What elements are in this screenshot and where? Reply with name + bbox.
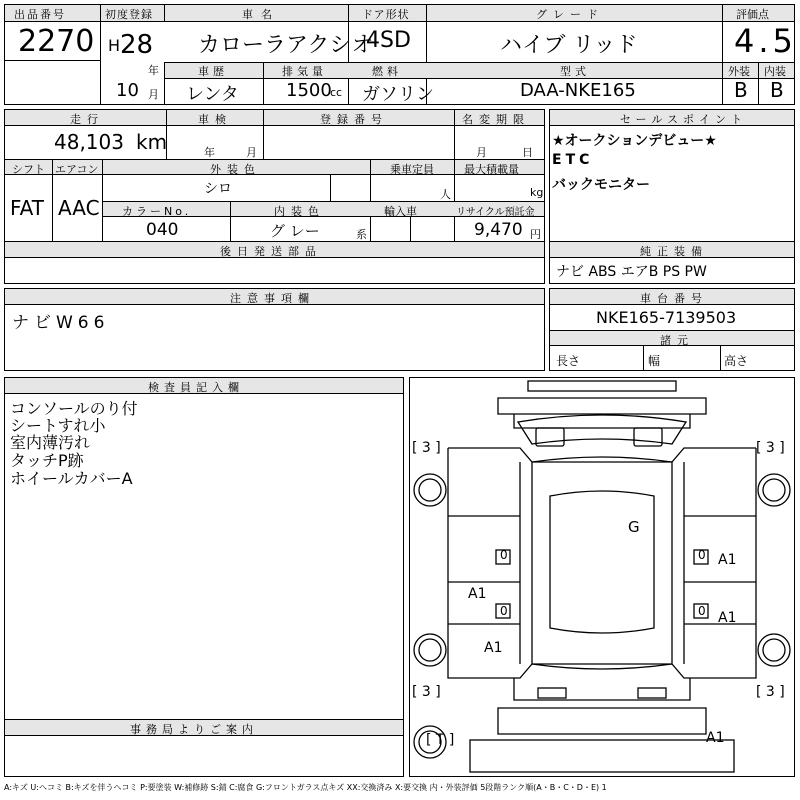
ext-grade: B: [734, 78, 748, 102]
color-no-label: カラーNo.: [122, 205, 192, 218]
door-type: 4SD: [366, 28, 411, 53]
first-reg-month-unit: 月: [148, 88, 159, 101]
sales-point-1: ★オークションデビュー★: [552, 133, 717, 149]
first-reg-year: 28: [120, 30, 154, 60]
first-reg-year-unit: 年: [148, 64, 159, 77]
shift-label: シフト: [12, 163, 45, 176]
inspector-line-3: 室内薄汚れ: [10, 433, 91, 452]
model-value: DAA-NKE165: [520, 80, 636, 101]
tire-front-right: [ 3 ]: [756, 440, 785, 456]
mark-right-front-door-num: 0: [698, 548, 706, 562]
rating-value: 4.5: [734, 22, 797, 60]
int-label: 内装: [764, 65, 786, 78]
first-reg-label: 初度登録: [105, 8, 153, 21]
chassis-label: 車台番号: [640, 292, 708, 305]
spare-tire: [ T ]: [426, 732, 455, 748]
dims-height: 高さ: [724, 354, 749, 368]
mileage-value: 48,103: [54, 130, 124, 154]
tire-front-left: [ 3 ]: [412, 440, 441, 456]
mark-left-quarter: A1: [484, 640, 503, 656]
mileage-label: 走行: [70, 113, 104, 126]
mark-right-rear-door: A1: [718, 610, 737, 626]
first-reg-era: H: [108, 36, 121, 55]
recycle-label: リサイクル預託金: [456, 207, 535, 218]
import-label: 輸入車: [384, 205, 417, 218]
inspector-line-2: シートすれ小: [10, 416, 106, 435]
ext-color-label: 外装色: [210, 163, 261, 176]
int-color-value: グ レー: [270, 222, 320, 240]
recycle-unit: 円: [530, 228, 541, 241]
grade-label: グレード: [536, 8, 604, 21]
later-parts-label: 後日発送部品: [220, 245, 322, 258]
inspector-label: 検査員記入欄: [148, 381, 244, 394]
car-diagram-svg: [410, 378, 794, 776]
reg-no-label: 登録番号: [320, 113, 388, 126]
inspection-month-unit: 月: [246, 146, 257, 159]
history-label: 車歴: [198, 65, 228, 78]
dims-width: 幅: [648, 354, 661, 368]
sales-point-2: ETC: [552, 152, 594, 168]
mark-left-fender: A1: [468, 586, 487, 602]
shift-value: FAT: [10, 196, 45, 220]
max-load-label: 最大積載量: [464, 163, 519, 176]
rating-label: 評価点: [736, 8, 769, 21]
notes-label: 注意事項欄: [230, 292, 315, 305]
mileage-unit: km: [136, 130, 168, 154]
chassis-value: NKE165-7139503: [596, 308, 737, 327]
mark-right-front-door: A1: [718, 552, 737, 568]
equipment-label: 純正装備: [640, 245, 708, 258]
inspection-label: 車検: [198, 113, 232, 126]
inspection-year-unit: 年: [204, 146, 215, 159]
lot-label: 出品番号: [14, 8, 66, 21]
dims-length: 長さ: [556, 354, 581, 368]
tire-rear-left: [ 3 ]: [412, 684, 441, 700]
displacement-unit: cc: [330, 86, 343, 99]
dims-label: 諸元: [660, 334, 694, 347]
legend: A:キズ U:ヘコミ B:キズを伴うヘコミ P:要塗装 W:補修跡 S:錆 C:腐食 G:フロントガラス点キズ XX:交換済み X:要交換 内・外装評価 5段階ランク順(A・B・C・D・E) 1: [4, 783, 607, 792]
int-grade: B: [770, 78, 784, 102]
inspector-line-4: タッチP跡: [10, 451, 84, 470]
ext-color-value: シロ: [204, 181, 232, 197]
aircon-value: AAC: [58, 196, 100, 220]
aircon-label: エアコン: [55, 163, 99, 176]
mark-left-rear-door: 0: [500, 604, 508, 618]
mark-left-front-door: 0: [500, 548, 508, 562]
damage-diagram: [409, 377, 795, 777]
mark-right-rear-door-num: 0: [698, 604, 706, 618]
office-label: 事務局よりご案内: [130, 723, 258, 736]
int-color-label: 内装色: [274, 205, 325, 218]
equipment-value: ナビ ABS エアB PS PW: [556, 264, 707, 280]
fuel-value: ガソリン: [362, 84, 434, 105]
int-color-unit: 系: [356, 228, 367, 241]
max-load-unit: kg: [530, 186, 544, 199]
fuel-label: 燃料: [372, 65, 402, 78]
capacity-unit: 人: [440, 188, 451, 201]
displacement-label: 排気量: [282, 65, 327, 78]
inspector-line-1: コンソールのり付: [10, 399, 138, 418]
inspector-line-5: ホイールカバーA: [10, 469, 133, 488]
first-reg-month: 10: [116, 80, 139, 101]
mark-rear-bumper: A1: [706, 730, 725, 746]
sales-points-label: セールスポイント: [620, 113, 748, 126]
color-no-value: 040: [146, 220, 179, 240]
door-label: ドア形状: [362, 8, 410, 21]
ext-label: 外装: [728, 65, 750, 78]
tire-rear-right: [ 3 ]: [756, 684, 785, 700]
car-name: カローラアクシオ: [198, 33, 374, 58]
sales-point-3: バックモニター: [552, 177, 650, 193]
car-name-label: 車名: [242, 8, 280, 21]
capacity-label: 乗車定員: [390, 163, 434, 176]
model-label: 型式: [560, 65, 590, 78]
lot-number: 2270: [18, 24, 95, 59]
history-value: レンタ: [186, 84, 239, 105]
mark-roof: G: [628, 518, 640, 536]
recycle-value: 9,470: [474, 220, 523, 240]
displacement-value: 1500: [286, 80, 332, 101]
title-deadline-day: 日: [522, 146, 533, 159]
title-deadline-month: 月: [476, 146, 487, 159]
grade-value: ハイブ リッド: [500, 33, 638, 58]
notes-value: ナビW66: [12, 313, 110, 333]
title-deadline-label: 名変期限: [462, 113, 530, 126]
